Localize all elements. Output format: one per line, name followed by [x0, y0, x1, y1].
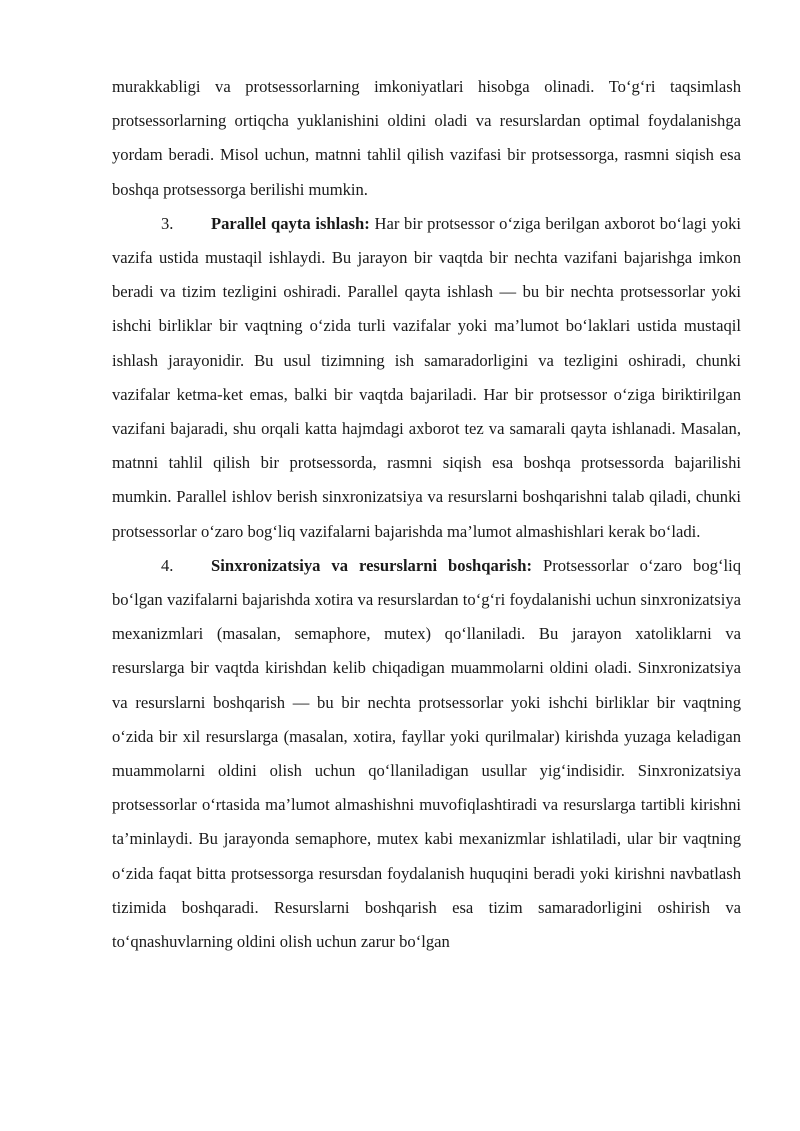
paragraph-text: Har bir protsessor o‘ziga berilgan axborot bo‘lagi yoki vazifa ustida mustaqil ishlaydi. Bu jarayon bir vaqtda bir nechta vazifani bajarishga imkon beradi va tizim tezligini oshiradi. Parallel qayta ishlash — bu bir nechta protsessorlar yoki ishchi birliklar bir vaqtning o‘zida turli vazifalar yoki ma’lumot bo‘laklari ustida mustaqil ishlash jarayonidir. Bu usul tizimning ish samaradorligini va tezligini oshiradi, chunki vazifalar ketma-ket emas, balki bir vaqtda bajariladi. Har bir protsessor o‘ziga biriktirilgan vazifani bajaradi, shu orqali katta hajmdagi axborot tez va samarali qayta ishlanadi. Masalan, matnni tahlil qilish bir protsessorda, rasmni siqish esa boshqa protsessorda bajarilishi mumkin. Parallel ishlov berish sinxronizatsiya va resurslarni boshqarishni talab qiladi, chunki protsessorlar o‘zaro bog‘liq vazifalarni bajarishda ma’lumot almashishlari kerak bo‘ladi. [112, 213, 741, 541]
paragraph-text: Protsessorlar o‘zaro bog‘liq bo‘lgan vazifalarni bajarishda xotira va resurslardan to‘g‘ri foydalanishi uchun sinxronizatsiya mexanizmlari (masalan, semaphore, mutex) qo‘llaniladi. Bu jarayon xatoliklarni va resurslarga bir vaqtda kirishdan kelib chiqadigan muammolarni oldini oladi. Sinxronizatsiya va resurslarni boshqarish — bu bir nechta protsessorlar yoki ishchi birliklar bir vaqtning o‘zida bir xil resurslarga (masalan, xotira, fayllar yoki qurilmalar) kirishda yuzaga keladigan muammolarni oldini olish uchun qo‘llaniladigan usullar yig‘indisidir. Sinxronizatsiya protsessorlar o‘rtasida ma’lumot almashishni muvofiqlashtiradi va resurslarga tartibli kirishni ta’minlaydi. Bu jarayonda semaphore, mutex kabi mexanizmlar ishlatiladi, ular bir vaqtning o‘zida faqat bitta protsessorga resursdan foydalanish huquqini beradi yoki kirishni navbatlash tizimida boshqaradi. Resurslarni boshqarish esa tizim samaradorligini oshirish va to‘qnashuvlarning oldini olish uchun zarur bo‘lgan [112, 555, 741, 952]
list-number: 3. [161, 213, 174, 233]
document-body [112, 70, 741, 959]
numbered-paragraph-3 [112, 207, 741, 549]
paragraph-heading: Parallel qayta ishlash: [211, 213, 370, 233]
list-number: 4. [161, 555, 174, 575]
paragraph-text: murakkabligi va protsessorlarning imkoniyatlari hisobga olinadi. To‘g‘ri taqsimlash protsessorlarning ortiqcha yuklanishini oldini oladi va resurslardan optimal foydalanishga yordam beradi. Misol uchun, matnni tahlil qilish vazifasi bir protsessorga, rasmni siqish esa boshqa protsessorga berilishi mumkin. [112, 77, 741, 199]
paragraph-heading: Sinxronizatsiya va resurslarni boshqarish: [211, 555, 532, 575]
paragraph-continuation [112, 70, 741, 207]
numbered-paragraph-4 [112, 549, 741, 959]
